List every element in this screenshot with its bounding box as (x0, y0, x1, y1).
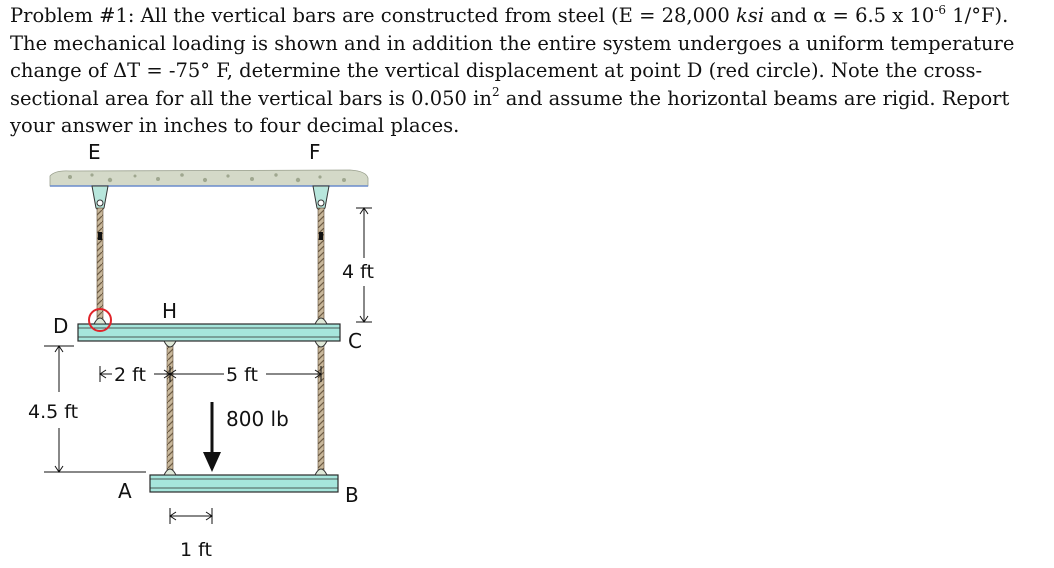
problem-lead: Problem #1: All the vertical bars are constructed from steel (E = 28,000 (10, 4, 730, 27)
problem-body: The mechanical loading is shown and in addition the entire system undergoes a uniform temperature change of ΔT = -75° F, determine the vertical displacement at point D (red circle). Note the cross-sectional area for all the vertical bars is 0.050 in (10, 31, 1015, 110)
ceiling-support (50, 170, 368, 186)
label-E: E (88, 140, 101, 164)
rod-FC (318, 208, 324, 321)
bracket-E (92, 186, 108, 211)
dim-label-4-5ft: 4.5 ft (28, 401, 79, 423)
load-arrow (203, 402, 221, 472)
beam-AB (150, 475, 338, 492)
dim-label-5ft: 5 ft (226, 364, 258, 386)
dim-1ft (170, 508, 212, 524)
bracket-F (313, 186, 329, 211)
problem-tail: and assume the horizontal beams are rigid. Report your answer in inches to four decimal places. (10, 86, 1010, 137)
dim-label-2ft: 2 ft (114, 364, 146, 386)
label-F: F (309, 140, 321, 164)
label-A: A (118, 479, 132, 503)
rod-HA (167, 346, 173, 472)
label-B: B (345, 483, 359, 507)
alpha-unit: 1/°F). (952, 4, 1009, 27)
alpha-exponent: -6 (934, 2, 947, 17)
label-H: H (162, 299, 178, 323)
rod-CB (318, 346, 324, 472)
label-D: D (53, 314, 69, 338)
beam-DC (78, 324, 340, 341)
area-exponent: 2 (491, 85, 500, 99)
dim-label-4ft: 4 ft (342, 261, 374, 283)
modulus-unit: ksi (736, 4, 765, 27)
dim-label-1ft: 1 ft (180, 539, 212, 561)
load-label: 800 lb (226, 407, 289, 431)
label-C: C (348, 329, 362, 353)
alpha-text: and α = 6.5 x 10 (770, 4, 935, 27)
rod-ED (97, 208, 103, 321)
